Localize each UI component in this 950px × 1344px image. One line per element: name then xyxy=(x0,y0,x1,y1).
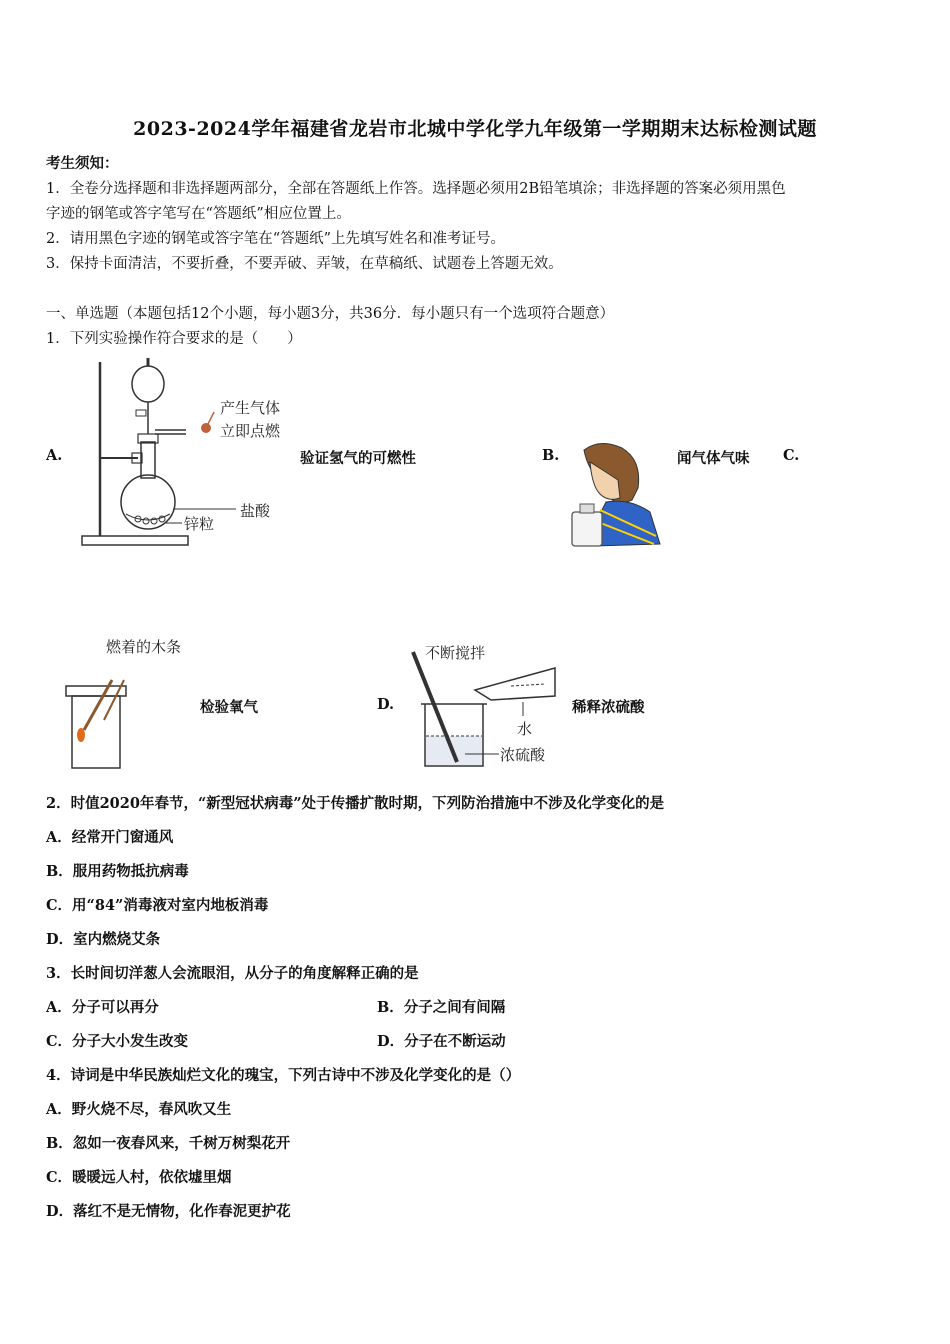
q4-option: D．落红不是无情物，化作春泥更护花 xyxy=(46,1203,291,1220)
notice-heading: 考生须知： xyxy=(46,155,119,172)
q1-option-b-label: B. xyxy=(542,447,560,464)
fig-label-acid: 盐酸 xyxy=(240,502,271,520)
fig-label-ignite: 立即点燃 xyxy=(220,422,281,440)
q1-option-b-caption: 闻气体气味 xyxy=(677,450,750,467)
q2-option: C．用“84”消毒液对室内地板消毒 xyxy=(46,897,269,914)
notice-item: 字迹的钢笔或答字笔写在“答题纸”相应位置上。 xyxy=(46,206,351,222)
q1-option-c-label: C. xyxy=(783,447,800,464)
oxygen-test-figure xyxy=(64,634,204,774)
question-3-stem: 3．长时间切洋葱人会流眼泪，从分子的角度解释正确的是 xyxy=(46,965,419,982)
smelling-gas-figure xyxy=(570,440,670,552)
question-4-stem: 4．诗词是中华民族灿烂文化的瑰宝，下列古诗中不涉及化学变化的是（） xyxy=(46,1067,521,1084)
q3-option: B．分子之间有间隔 xyxy=(377,999,506,1016)
q1-option-c-caption: 检验氧气 xyxy=(200,699,258,716)
q1-option-d-caption: 稀释浓硫酸 xyxy=(572,699,645,716)
question-2-stem: 2．时值2020年春节，“新型冠状病毒”处于传播扩散时期，下列防治措施中不涉及化学变化的是 xyxy=(46,795,665,812)
notice-item: 3．保持卡面清洁，不要折叠，不要弄破、弄皱，在草稿纸、试题卷上答题无效。 xyxy=(46,256,563,272)
q1-option-a-label: A. xyxy=(46,447,63,464)
page-title: 2023-2024学年福建省龙岩市北城中学化学九年级第一学期期末达标检测试题 xyxy=(133,118,817,140)
q4-option: C．暖暖远人村，依依墟里烟 xyxy=(46,1169,232,1186)
fig-label-gas: 产生气体 xyxy=(220,399,281,417)
q4-option: B．忽如一夜春风来，千树万树梨花开 xyxy=(46,1135,291,1152)
q1-option-d-label: D. xyxy=(377,696,395,713)
fig-label-burning-stick: 燃着的木条 xyxy=(106,638,182,656)
dilute-acid-figure xyxy=(405,636,565,776)
q2-option: D．室内燃烧艾条 xyxy=(46,931,161,948)
notice-item: 1．全卷分选择题和非选择题两部分，全部在答题纸上作答。选择题必须用2B铅笔填涂；非选择题的答案必须用黑色 xyxy=(46,181,786,197)
q2-option: B．服用药物抵抗病毒 xyxy=(46,863,189,880)
q1-option-a-caption: 验证氢气的可燃性 xyxy=(300,450,416,467)
section-heading: 一、单选题（本题包括12个小题，每小题3分，共36分．每小题只有一个选项符合题意） xyxy=(46,306,615,322)
q2-option: A．经常开门窗通风 xyxy=(46,829,174,846)
hydrogen-apparatus-figure xyxy=(78,352,298,552)
q3-option: C．分子大小发生改变 xyxy=(46,1033,189,1050)
question-1-stem: 1．下列实验操作符合要求的是（ ） xyxy=(46,331,302,347)
fig-label-water: 水 xyxy=(517,720,533,738)
q3-option: A．分子可以再分 xyxy=(46,999,159,1016)
q3-option: D．分子在不断运动 xyxy=(377,1033,506,1050)
fig-label-stir: 不断搅拌 xyxy=(425,644,486,662)
fig-label-sulfuric-acid: 浓硫酸 xyxy=(500,746,546,764)
notice-item: 2．请用黑色字迹的钢笔或答字笔在“答题纸”上先填写姓名和准考证号。 xyxy=(46,231,506,247)
q4-option: A．野火烧不尽，春风吹又生 xyxy=(46,1101,232,1118)
fig-label-zinc: 锌粒 xyxy=(184,515,215,533)
